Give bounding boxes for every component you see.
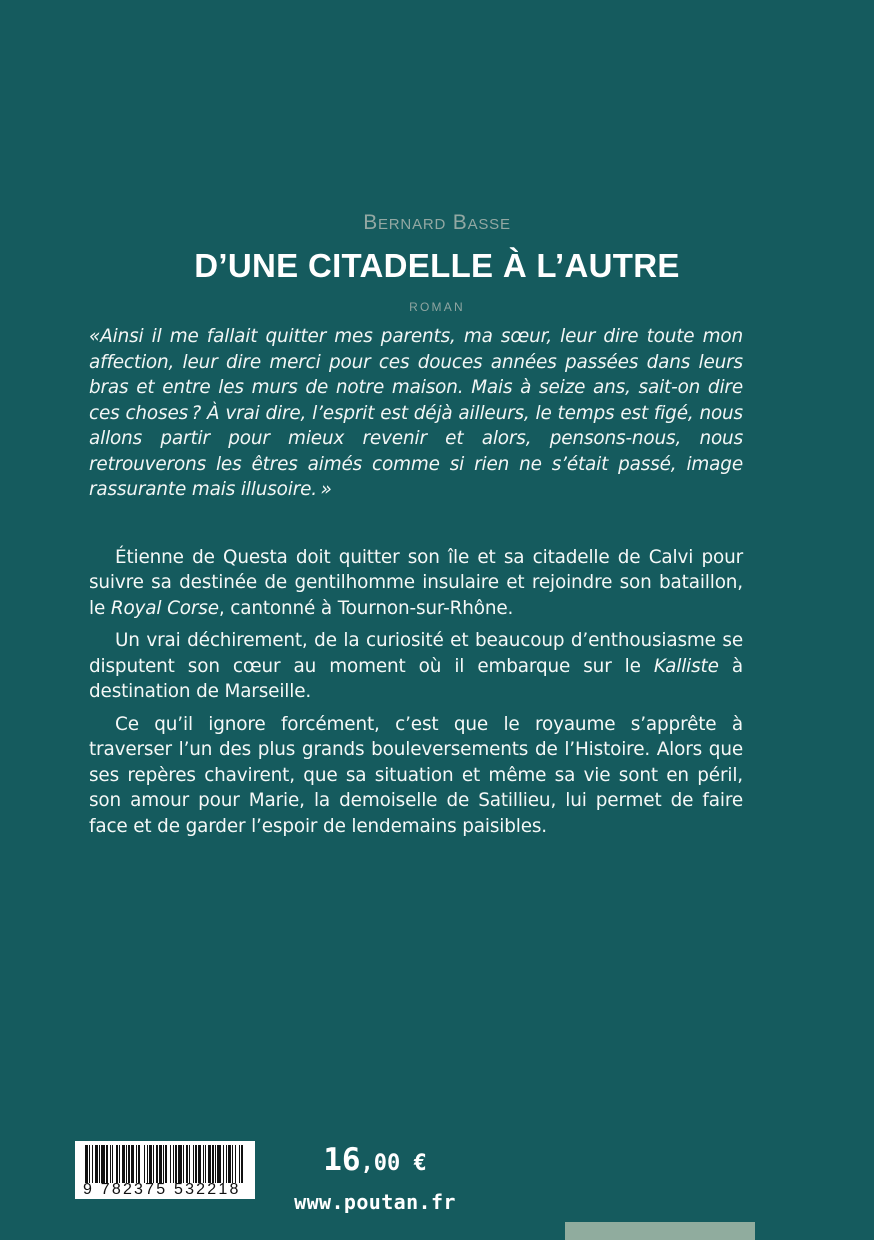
barcode-digits: 9 782375 532218 xyxy=(83,1181,241,1198)
pull-quote: «Ainsi il me fallait quitter mes parents, ma sœur, leur dire toute mon affection, leur dire merci pour ces douces années passées dans leurs bras et entre les murs de notre maison. Mais à seize ans, sait-on dire ces choses ? À vrai dire, l’esprit est déjà ailleurs, le temps est figé, nous allons partir pour mieux revenir et alors, pensons-nous, nous retrouverons les êtres aimés comme si rien ne s’était passé, image rassurante mais illusoire. » xyxy=(89,326,743,500)
blurb-text-column xyxy=(89,324,743,839)
genre-label: ROMAN xyxy=(409,300,465,314)
author-name: Bernard Basse xyxy=(363,211,511,234)
cover-header xyxy=(0,212,874,313)
blurb-paragraph-1: Étienne de Questa doit quitter son île et sa citadelle de Calvi pour suivre sa destinée de gentilhomme insulaire et rejoindre son bataillon, le Royal Corse, cantonné à Tournon-sur-Rhône. xyxy=(89,546,743,619)
blurb-paragraph-3: Ce qu’il ignore forcément, c’est que le royaume s’apprête à traverser l’un des plus grands bouleversements de l’Histoire. Alors que ses repères chavirent, que sa situation et même sa vie sont en péril, son amour pour Marie, la demoiselle de Satillieu, lui permet de faire face et de garder l’espoir de lendemains paisibles. xyxy=(89,713,743,837)
price-cents: ,00 € xyxy=(360,1151,427,1176)
price-label xyxy=(0,1142,874,1178)
book-title: D’UNE CITADELLE À L’AUTRE xyxy=(194,247,680,284)
blurb-paragraph-2: Un vrai déchirement, de la curiosité et beaucoup d’enthousiasme se disputent son cœur au moment où il embarque sur le Kalliste à destination de Marseille. xyxy=(89,630,743,702)
price-amount: 16 xyxy=(323,1142,361,1178)
publisher-website: www.poutan.fr xyxy=(294,1190,456,1214)
publisher-logo-bar xyxy=(565,1222,755,1240)
